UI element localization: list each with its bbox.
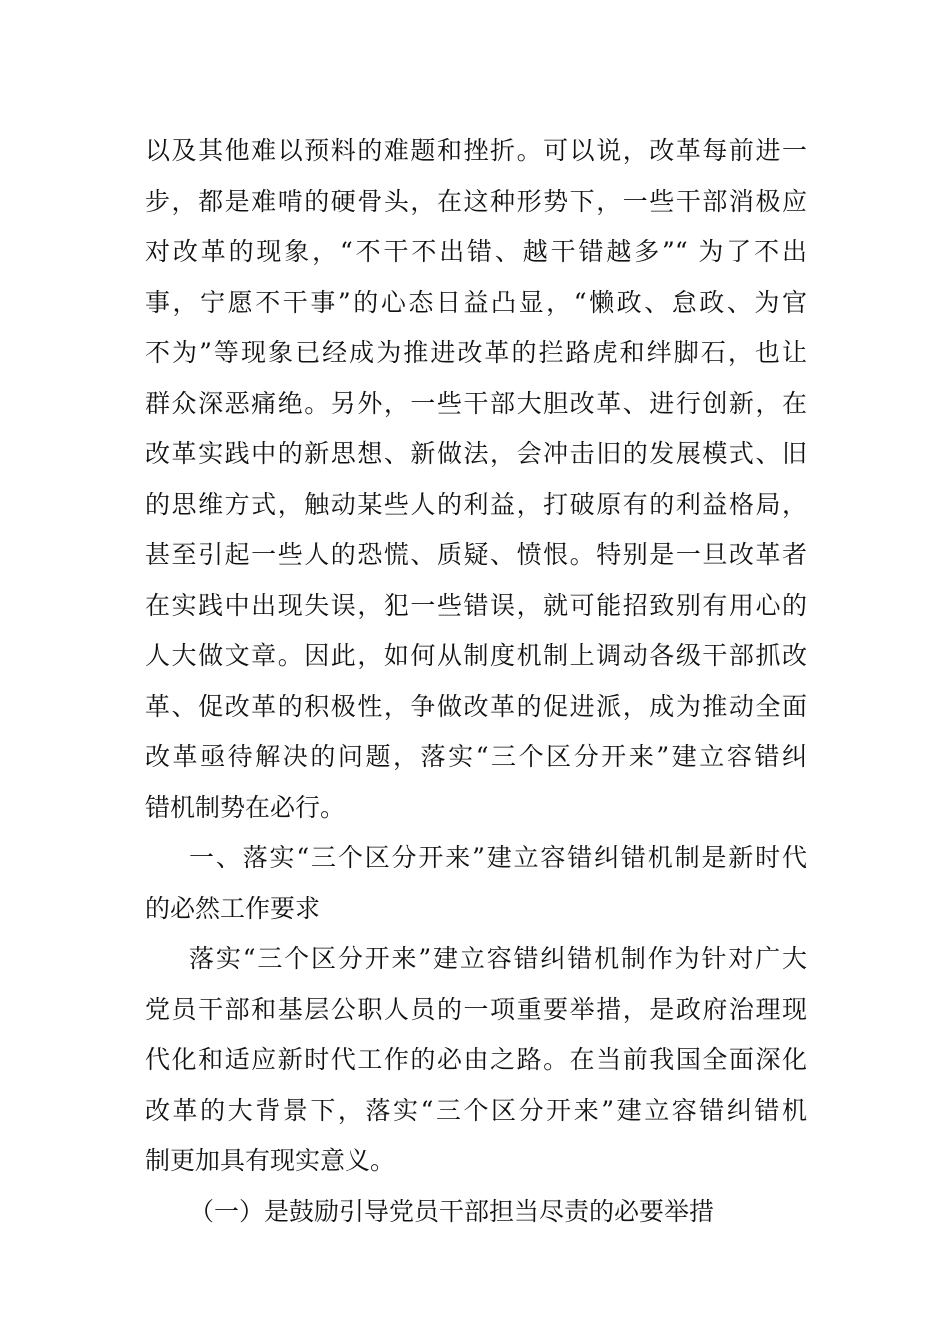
text-line: 人大做文章。因此，如何从制度机制上调动各级干部抓改 xyxy=(145,641,807,670)
text-line: 以及其他难以预料的难题和挫折。可以说，改革每前进一 xyxy=(145,136,807,165)
text-line: 步，都是难啃的硬骨头，在这种形势下，一些干部消极应 xyxy=(145,186,807,216)
document-body xyxy=(145,126,807,1237)
text-line: 错机制势在必行。 xyxy=(145,792,346,822)
subsection-heading-1 xyxy=(145,1187,807,1238)
text-line: 不为”等现象已经成为推进改革的拦路虎和绊脚石，也让 xyxy=(145,338,807,367)
text-line: 党员干部和基层公职人员的一项重要举措，是政府治理现 xyxy=(145,994,807,1024)
text-line: 改革的大背景下，落实“三个区分开来”建立容错纠错机 xyxy=(145,1095,807,1125)
text-line: 制更加具有现实意义。 xyxy=(145,1146,396,1175)
text-line: 对改革的现象，“不干不出错、越干错越多”“ 为了不出 xyxy=(145,237,807,266)
text-line: 在实践中出现失误，犯一些错误，就可能招致别有用心的 xyxy=(145,590,807,620)
text-line: 甚至引起一些人的恐慌、质疑、愤恨。特别是一旦改革者 xyxy=(145,540,807,569)
text-line: 代化和适应新时代工作的必由之路。在当前我国全面深化 xyxy=(145,1045,807,1074)
heading-line: 一、落实“三个区分开来”建立容错纠错机制是新时代 xyxy=(189,843,807,872)
paragraph-mechanism-importance xyxy=(145,934,807,1187)
text-line: 改革实践中的新思想、新做法，会冲击旧的发展模式、旧 xyxy=(145,439,807,468)
text-line: 落实“三个区分开来”建立容错纠错机制作为针对广大 xyxy=(189,944,807,973)
text-line: 改革亟待解决的问题，落实“三个区分开来”建立容错纠 xyxy=(145,742,807,771)
text-line: 的思维方式，触动某些人的利益，打破原有的利益格局， xyxy=(145,489,807,519)
text-line: 革、促改革的积极性，争做改革的促进派，成为推动全面 xyxy=(145,691,807,721)
subheading-line: （一）是鼓励引导党员干部担当尽责的必要举措 xyxy=(189,1196,715,1226)
paragraph-reform-challenges xyxy=(145,126,807,833)
text-line: 群众深恶痛绝。另外，一些干部大胆改革、进行创新，在 xyxy=(145,388,807,418)
text-line: 事，宁愿不干事”的心态日益凸显，“懒政、怠政、为官 xyxy=(145,287,807,317)
section-heading-1 xyxy=(145,833,807,934)
heading-line: 的必然工作要求 xyxy=(145,893,321,923)
